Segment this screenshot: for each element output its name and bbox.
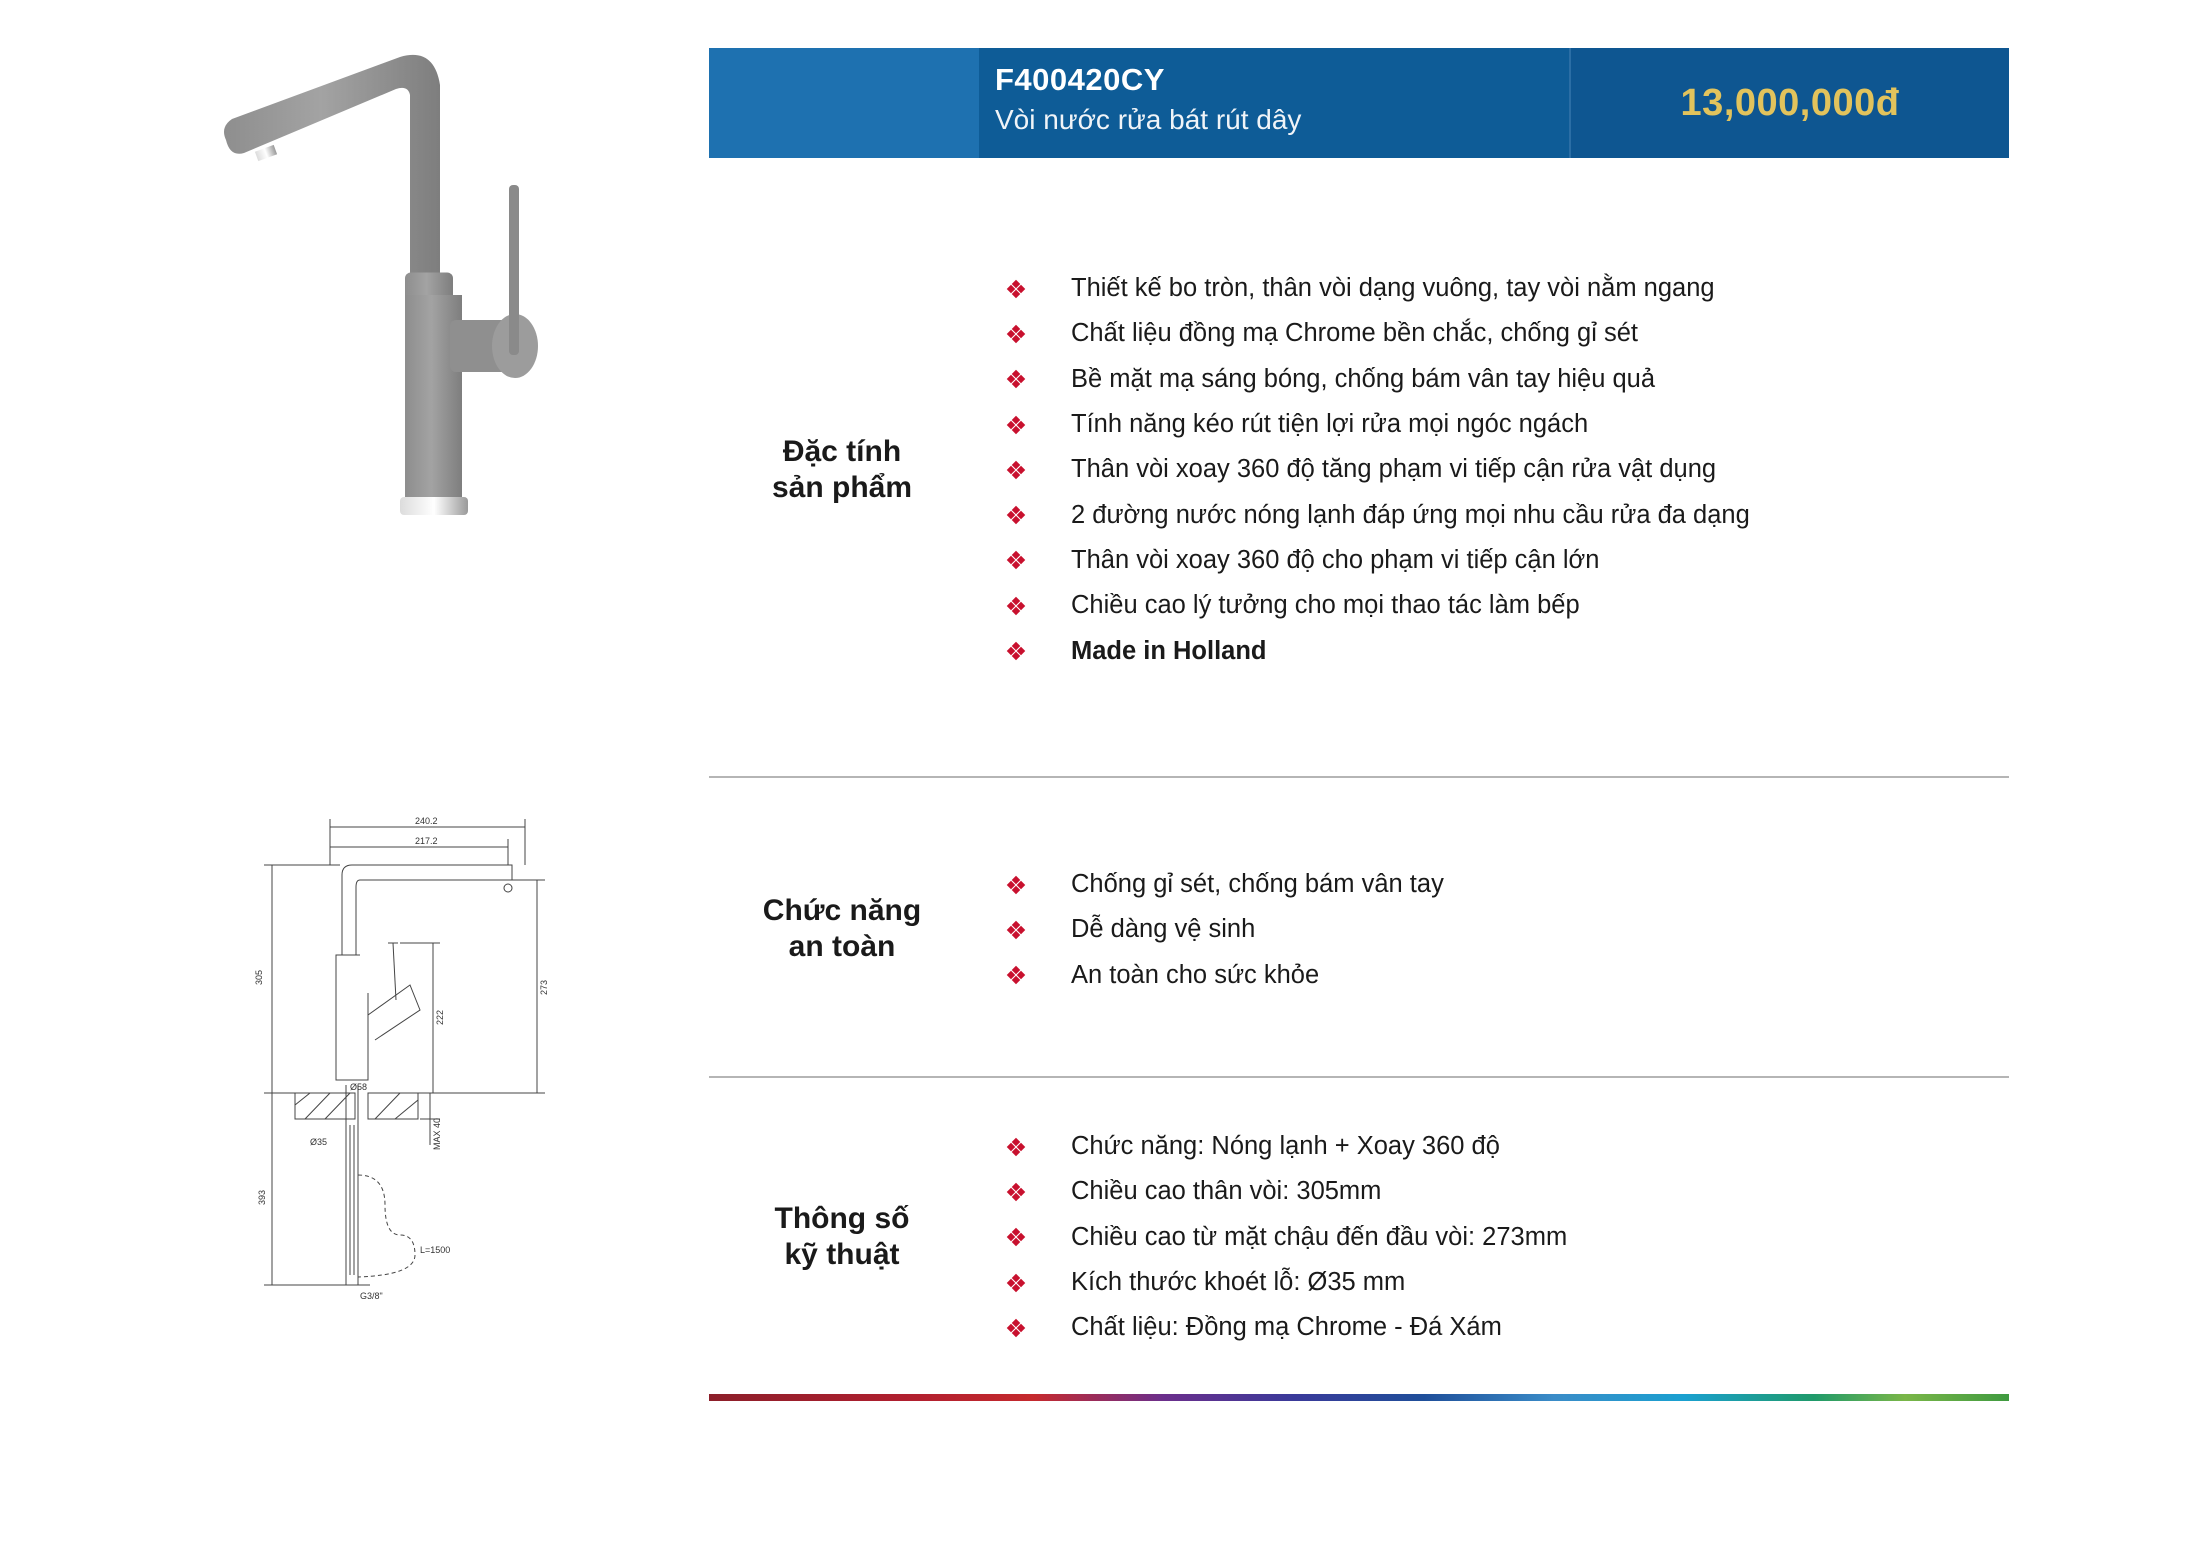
list-item-text: Made in Holland xyxy=(1071,636,1267,665)
list-item-text: Chất liệu đồng mạ Chrome bền chắc, chống gỉ sét xyxy=(1071,319,1639,348)
list-item-text: Chiều cao lý tưởng cho mọi thao tác làm bếp xyxy=(1071,591,1580,620)
list-item xyxy=(1009,538,1969,583)
list-item xyxy=(1009,266,1969,311)
diamond-bullet-icon xyxy=(1009,599,1023,613)
list-item-text: Dễ dàng vệ sinh xyxy=(1071,915,1256,944)
dim-thread: G3/8" xyxy=(360,1291,383,1301)
list-item-text: 2 đường nước nóng lạnh đáp ứng mọi nhu cầu rửa đa dạng xyxy=(1071,500,1750,529)
list-item-text: Chiều cao từ mặt chậu đến đầu vòi: 273mm xyxy=(1071,1222,1568,1251)
list-item-text: Thiết kế bo tròn, thân vòi dạng vuông, tay vòi nằm ngang xyxy=(1071,274,1715,303)
list-item xyxy=(1009,492,1969,537)
technical-drawing xyxy=(250,815,570,1305)
list-item-text: Kích thước khoét lỗ: Ø35 mm xyxy=(1071,1268,1406,1297)
list-item xyxy=(1009,953,1969,998)
list-item-text: Chất liệu: Đồng mạ Chrome - Đá Xám xyxy=(1071,1313,1502,1342)
section-title-features xyxy=(712,434,972,506)
section-divider xyxy=(709,1076,2009,1078)
product-name: Vòi nước rửa bát rút dây xyxy=(995,104,1302,135)
footer-color-bar xyxy=(709,1394,2009,1401)
list-item xyxy=(1009,583,1969,628)
section-title-line: Chức năng xyxy=(762,894,922,927)
section-title-specs xyxy=(712,1201,972,1273)
list-item-text: Chống gỉ sét, chống bám vân tay xyxy=(1071,870,1444,899)
list-item-text: Tính năng kéo rút tiện lợi rửa mọi ngóc ngách xyxy=(1071,410,1589,439)
list-item xyxy=(1009,628,1969,673)
list-item xyxy=(1009,402,1969,447)
product-image xyxy=(210,45,610,535)
list-item xyxy=(1009,1124,1969,1169)
diamond-bullet-icon xyxy=(1009,1276,1023,1290)
section-title-line: kỹ thuật xyxy=(784,1238,900,1271)
list-item-text: Chức năng: Nóng lạnh + Xoay 360 độ xyxy=(1071,1132,1500,1161)
diamond-bullet-icon xyxy=(1009,463,1023,477)
diamond-bullet-icon xyxy=(1009,372,1023,386)
dim-max: MAX 40 xyxy=(432,1117,442,1150)
diamond-bullet-icon xyxy=(1009,878,1023,892)
list-item-text: Chiều cao thân vòi: 305mm xyxy=(1071,1177,1382,1206)
price: 13,000,000đ xyxy=(1680,81,1900,124)
dim-d58: Ø58 xyxy=(350,1082,368,1092)
dim-top1: 240.2 xyxy=(415,816,438,826)
diamond-bullet-icon xyxy=(1009,553,1023,567)
section-title-line: Thông số xyxy=(774,1202,910,1235)
header-title-block xyxy=(979,48,1571,158)
list-item xyxy=(1009,447,1969,492)
dim-h2: 273 xyxy=(539,979,549,995)
list-item xyxy=(1009,907,1969,952)
section-title-safety xyxy=(712,893,972,965)
list-item xyxy=(1009,1215,1969,1260)
diamond-bullet-icon xyxy=(1009,1230,1023,1244)
diamond-bullet-icon xyxy=(1009,1321,1023,1335)
model-code: F400420CY xyxy=(995,62,1165,97)
diamond-bullet-icon xyxy=(1009,968,1023,982)
diamond-bullet-icon xyxy=(1009,327,1023,341)
diamond-bullet-icon xyxy=(1009,644,1023,658)
diamond-bullet-icon xyxy=(1009,508,1023,522)
dim-hose: L=1500 xyxy=(420,1245,451,1255)
list-item-text: Thân vòi xoay 360 độ tăng phạm vi tiếp cận rửa vật dụng xyxy=(1071,455,1717,484)
list-item xyxy=(1009,357,1969,402)
list-item-text: An toàn cho sức khỏe xyxy=(1071,960,1320,989)
section-title-line: sản phẩm xyxy=(771,471,913,504)
list-item-text: Bề mặt mạ sáng bóng, chống bám vân tay hiệu quả xyxy=(1071,364,1656,393)
dim-d35: Ø35 xyxy=(310,1137,328,1147)
diamond-bullet-icon xyxy=(1009,282,1023,296)
dim-h1: 305 xyxy=(254,969,264,985)
product-header xyxy=(709,48,2009,158)
price-block xyxy=(1571,48,2009,158)
list-item xyxy=(1009,311,1969,356)
specs-list xyxy=(1009,1124,1969,1350)
dim-bottom: 393 xyxy=(257,1189,267,1205)
list-item-text: Thân vòi xoay 360 độ cho phạm vi tiếp cận lớn xyxy=(1071,545,1600,574)
list-item xyxy=(1009,1260,1969,1305)
features-list xyxy=(1009,266,1969,674)
section-title-line: an toàn xyxy=(788,930,896,963)
diamond-bullet-icon xyxy=(1009,418,1023,432)
diamond-bullet-icon xyxy=(1009,1140,1023,1154)
list-item xyxy=(1009,1305,1969,1350)
diamond-bullet-icon xyxy=(1009,923,1023,937)
list-item xyxy=(1009,862,1969,907)
section-divider xyxy=(709,776,2009,778)
list-item xyxy=(1009,1169,1969,1214)
safety-list xyxy=(1009,862,1969,998)
dim-top2: 217.2 xyxy=(415,836,438,846)
section-title-line: Đặc tính xyxy=(782,435,902,468)
dim-h3: 222 xyxy=(435,1009,445,1025)
header-accent xyxy=(709,48,979,158)
diamond-bullet-icon xyxy=(1009,1185,1023,1199)
